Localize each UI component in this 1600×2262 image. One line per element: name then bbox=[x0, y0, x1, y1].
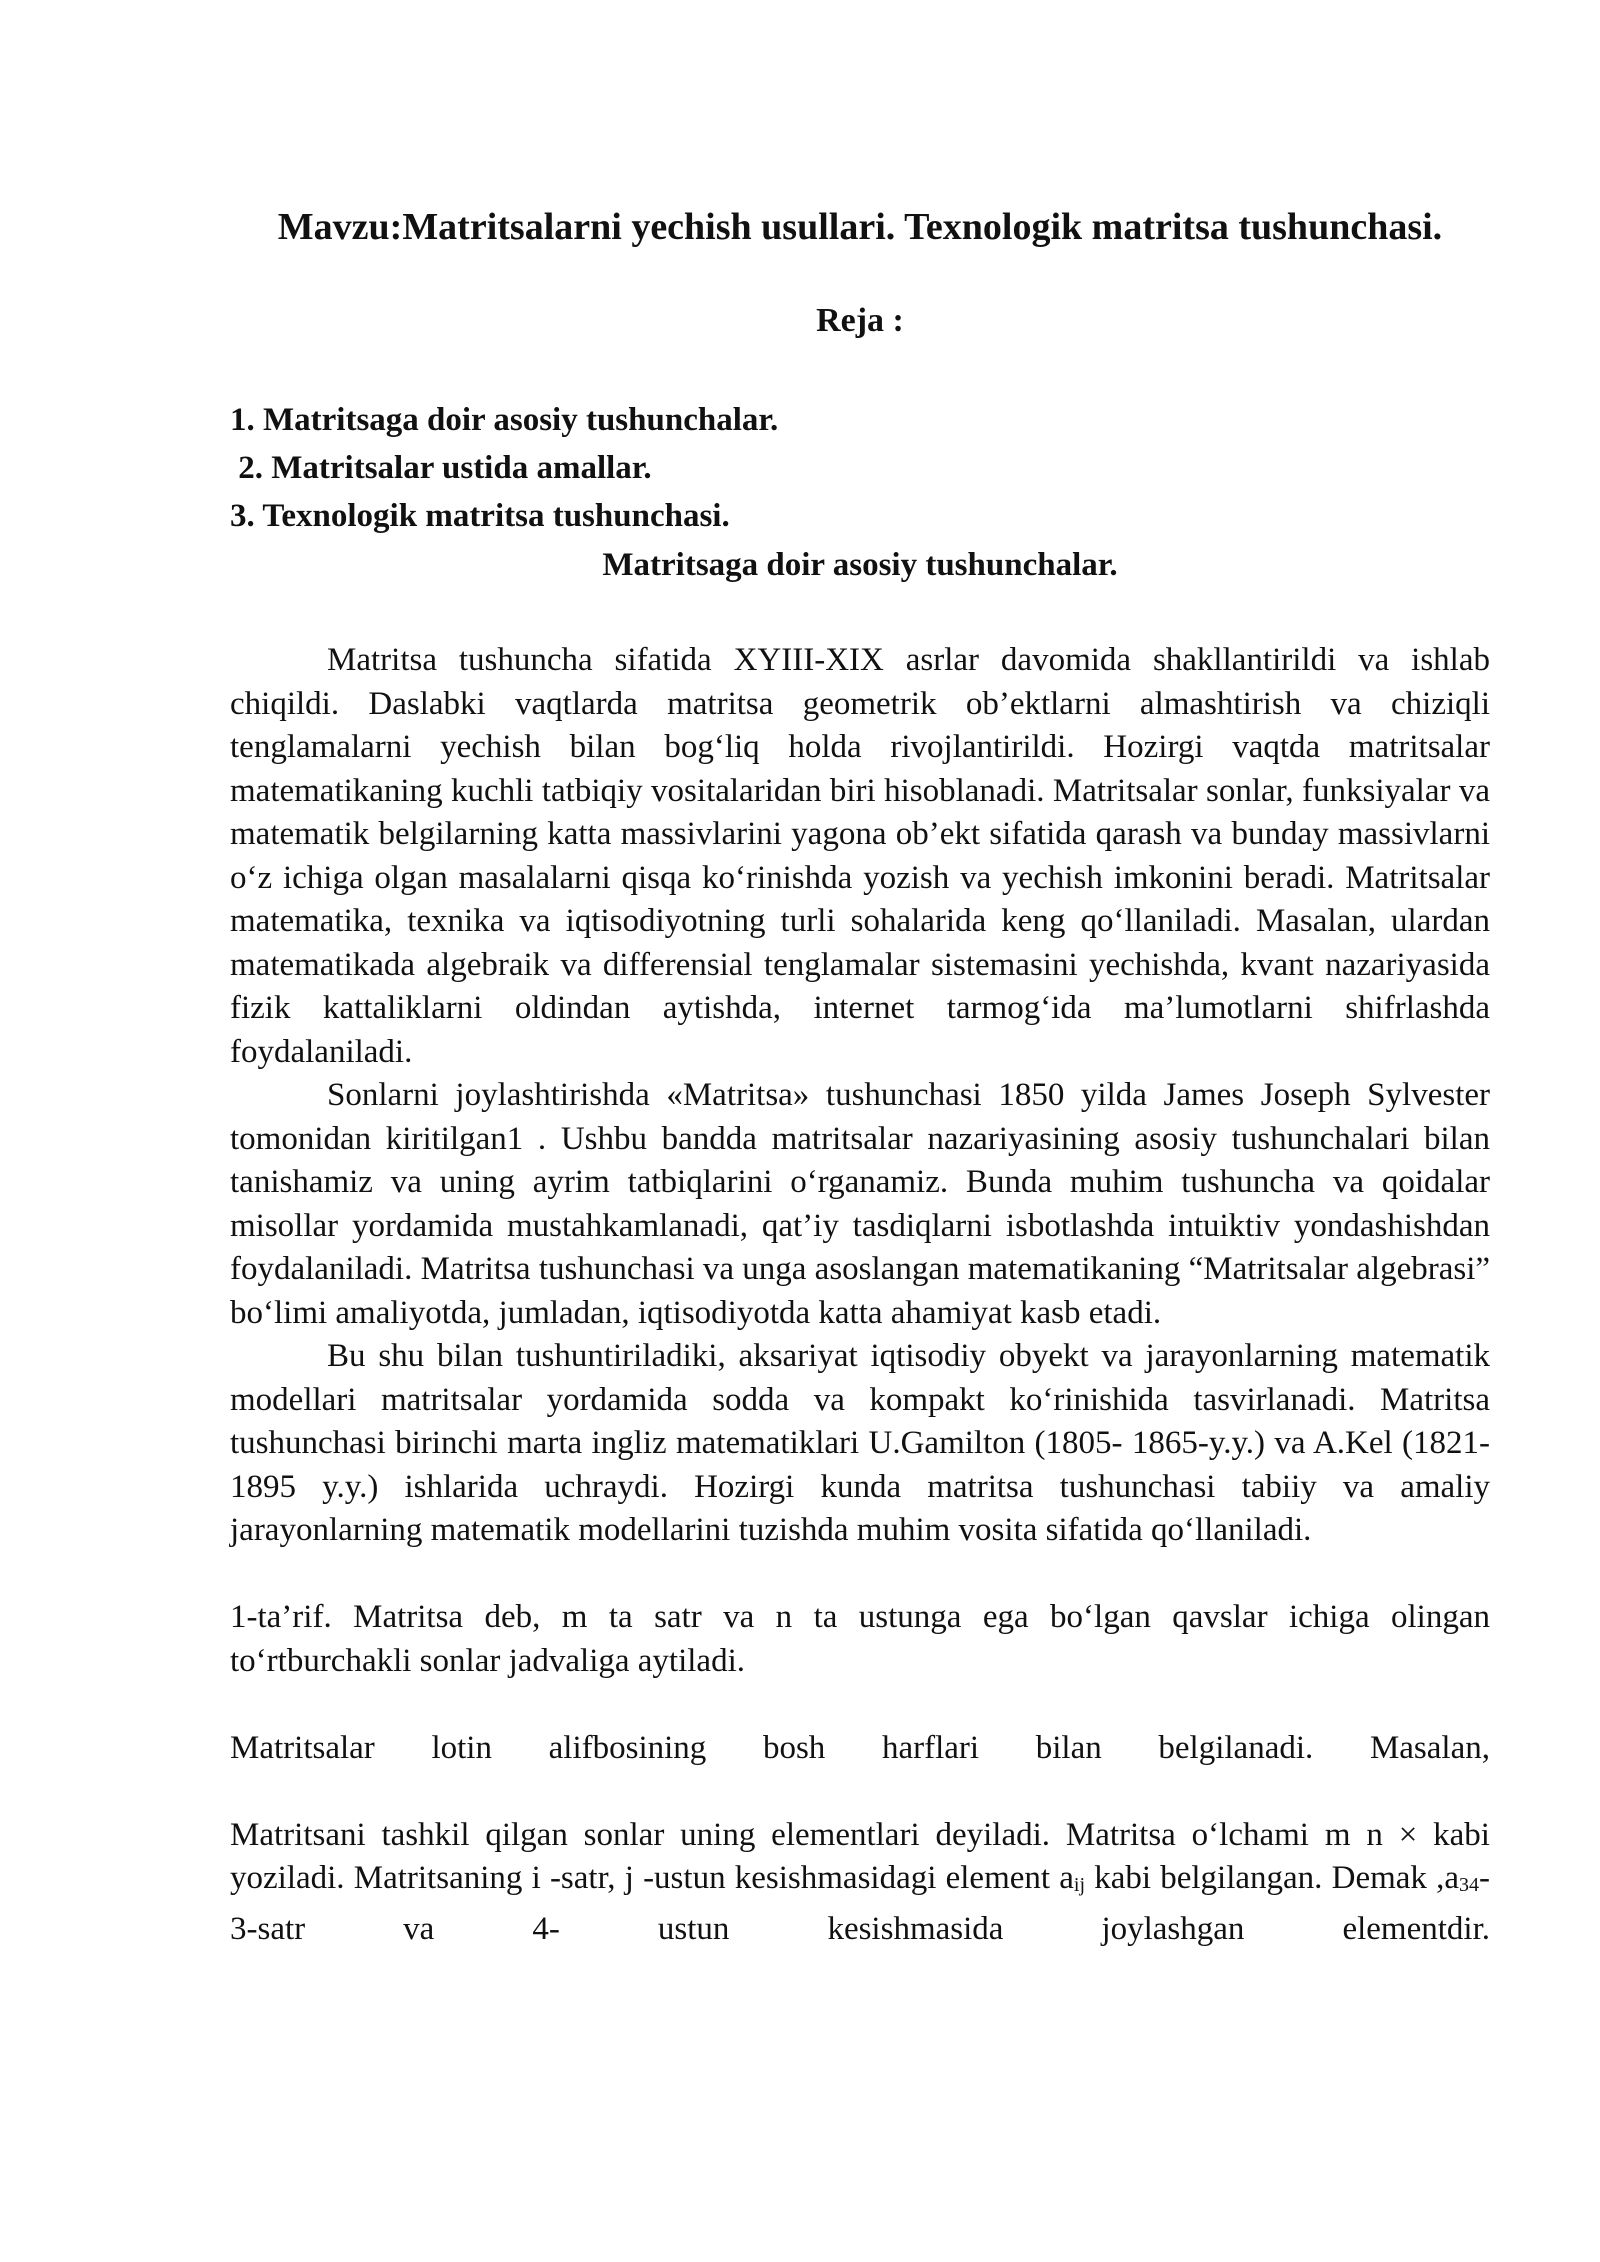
paragraph: Sonlarni joylashtirishda «Matritsa» tushunchasi 1850 yilda James Joseph Sylvester tomonidan kiritilgan1 . Ushbu bandda matritsalar nazariyasining asosiy tushunchalari bilan tanishamiz va uning ayrim tatbiqlarini o‘rganamiz. Bunda muhim tushuncha va qoidalar misollar yordamida mustahkamlanadi, qat’iy tasdiqlarni isbotlashda intuiktiv yondashishdan foydalaniladi. Matritsa tushunchasi va unga asoslangan matematikaning “Matritsalar algebrasi” bo‘limi amaliyotda, jumladan, iqtisodiyotda katta ahamiyat kasb etadi. bbox=[230, 1077, 1491, 1331]
plan-item: 1. Matritsaga doir asosiy tushunchalar. bbox=[230, 402, 779, 438]
paragraph: Matritsalar lotin alifbosining bosh harflari bilan belgilanadi. Masalan, bbox=[230, 1729, 1490, 1766]
text-span: kabi belgilangan. Demak ,a bbox=[1085, 1860, 1459, 1896]
definition-paragraph: 1-ta’rif. Matritsa deb, m ta satr va n ta ustunga ega bo‘lgan qavslar ichiga olingan to‘rtburchakli sonlar jadvaliga aytiladi. bbox=[230, 1599, 1490, 1679]
text-span: -3-satr va 4- ustun kesishmasida joylashgan elementdir. bbox=[230, 1860, 1490, 1947]
paragraph: Matritsa tushuncha sifatida XYIII-XIX asrlar davomida shakllantirildi va ishlab chiqildi. Daslabki vaqtlarda matritsa geometrik ob’ektlarni almashtirish va chiziqli tenglamalarni yechish bilan bog‘liq holda rivojlantirildi. Hozirgi vaqtda matritsalar matematikaning kuchli tatbiqiy vositalaridan biri hisoblanadi. Matritsalar sonlar, funksiyalar va matematik belgilarning katta massivlarini yagona ob’ekt sifatida qarash va bunday massivlarni o‘z ichiga olgan masalalarni qisqa ko‘rinishda yozish va yechish imkonini beradi. Matritsalar matematika, texnika va iqtisodiyotning turli sohalarida keng qo‘llaniladi. Masalan, ulardan matematikada algebraik va differensial tenglamalar sistemasini yechishda, kvant nazariyasida fizik kattaliklarni oldindan aytishda, internet tarmog‘ida ma’lumotlarni shifrlashda foydalaniladi. bbox=[230, 642, 1490, 1070]
paragraph: Bu shu bilan tushuntiriladiki, aksariyat iqtisodiy obyekt va jarayonlarning matematik modellari matritsalar yordamida sodda va kompakt ko‘rinishida tasvirlanadi. Matritsa tushunchasi birinchi marta ingliz matematiklari U.Gamilton (1805- 1865-y.y.) va A.Kel (1821-1895 y.y.) ishlarida uchraydi. Hozirgi kunda matritsa tushunchasi tabiiy va amaliy jarayonlarning matematik modellarini tuzishda muhim vosita sifatida qo‘llaniladi. bbox=[230, 1338, 1490, 1548]
text-span: Matritsani tashkil qilgan sonlar uning elementlari deyiladi. Matritsa o‘lchami m n bbox=[230, 1816, 1399, 1853]
plan-item: 2. Matritsalar ustida amallar. bbox=[230, 450, 652, 486]
document-body bbox=[230, 639, 1490, 1951]
plan-list bbox=[230, 396, 1490, 540]
subscript: ij bbox=[1073, 1874, 1086, 1896]
times-symbol: × bbox=[1398, 1816, 1418, 1853]
plan-item: 3. Texnologik matritsa tushunchasi. bbox=[230, 498, 730, 534]
section-heading: Matritsaga doir asosiy tushunchalar. bbox=[602, 547, 1118, 583]
paragraph-last bbox=[230, 1814, 1490, 1952]
text-span: kabi yoziladi. Matritsaning i -satr, j -ustun kesishmasidagi element a bbox=[230, 1816, 1490, 1896]
subscript: 34 bbox=[1459, 1874, 1479, 1896]
document-title: Mavzu:Matritsalarni yechish usullari. Texnologik matritsa tushunchasi. bbox=[277, 206, 1443, 248]
plan-heading: Reja : bbox=[816, 302, 904, 339]
